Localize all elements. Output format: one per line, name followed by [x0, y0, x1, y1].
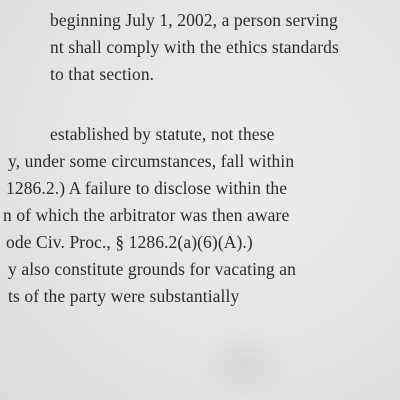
- text-line: y also constitute grounds for vacating an: [8, 259, 296, 279]
- text-line: ts of the party were substantially: [8, 286, 240, 306]
- text-line: established by statute, not these: [50, 124, 275, 144]
- text-line: y, under some circumstances, fall within: [8, 151, 295, 171]
- paper-smudge: [200, 330, 290, 400]
- text-line: nt shall comply with the ethics standards: [50, 37, 339, 57]
- text-line: 1286.2.) A failure to disclose within the: [6, 178, 288, 198]
- text-line: to that section.: [50, 64, 155, 84]
- text-line: ode Civ. Proc., § 1286.2(a)(6)(A).): [6, 232, 253, 252]
- text-line: beginning July 1, 2002, a person serving: [50, 10, 338, 30]
- text-line: n of which the arbitrator was then aware: [3, 205, 290, 225]
